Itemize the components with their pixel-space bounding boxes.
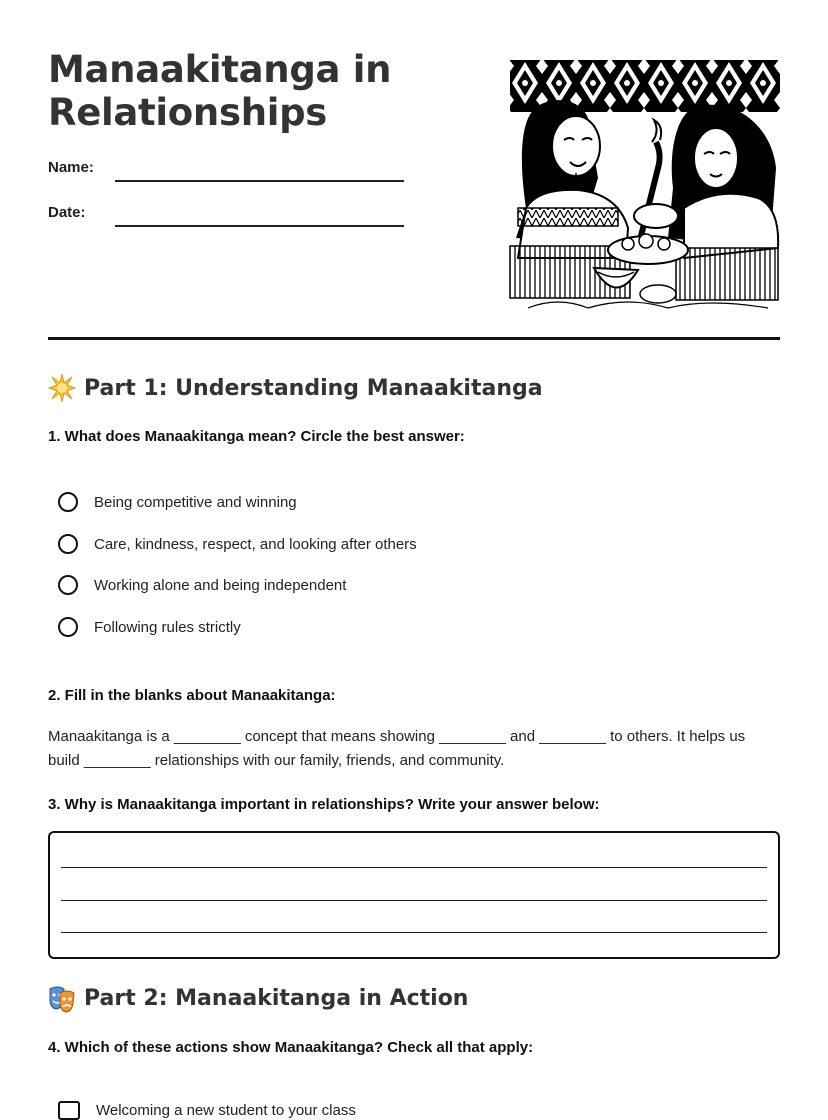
theater-masks-icon — [48, 983, 76, 1013]
fill-in-blanks-text: Manaakitanga is a ________ concept that means showing ________ and ________ to others. It helps us build ________ relationships with our family, friends, and community. — [48, 728, 746, 769]
q1-option-2-label: Care, kindness, respect, and looking after others — [94, 535, 417, 553]
part1-heading — [48, 373, 543, 403]
q1-option-4-radio[interactable] — [58, 617, 78, 637]
q1-option-4[interactable] — [58, 617, 241, 637]
question-2-prompt: 2. Fill in the blanks about Manaakitanga: — [48, 687, 336, 704]
question-3-prompt: 3. Why is Manaakitanga important in relationships? Write your answer below: — [48, 796, 600, 813]
name-field[interactable] — [115, 180, 404, 182]
q1-option-1[interactable] — [58, 492, 297, 512]
q1-option-3[interactable] — [58, 575, 346, 595]
q1-option-2-radio[interactable] — [58, 534, 78, 554]
q1-option-4-label: Following rules strictly — [94, 618, 241, 636]
answer-line-1[interactable] — [61, 867, 767, 868]
star-burst-icon — [48, 373, 76, 403]
section-divider — [48, 337, 780, 340]
worksheet-title: Manaakitanga in Relationships — [48, 48, 392, 134]
q1-option-3-radio[interactable] — [58, 575, 78, 595]
date-label: Date: — [48, 204, 86, 221]
q1-option-3-label: Working alone and being independent — [94, 576, 347, 594]
name-label: Name: — [48, 159, 94, 176]
answer-line-2[interactable] — [61, 900, 767, 901]
q1-option-1-label: Being competitive and winning — [94, 493, 297, 511]
two-people-sharing-food-illustration — [508, 58, 780, 320]
answer-box[interactable] — [48, 831, 780, 959]
part2-heading — [48, 983, 468, 1013]
question-4-prompt: 4. Which of these actions show Manaakitanga? Check all that apply: — [48, 1039, 534, 1056]
q1-option-1-radio[interactable] — [58, 492, 78, 512]
q4-option-1[interactable] — [58, 1101, 356, 1120]
q4-option-1-checkbox[interactable] — [58, 1101, 80, 1120]
q4-option-1-label: Welcoming a new student to your class — [96, 1102, 356, 1119]
part2-title: Part 2: Manaakitanga in Action — [84, 985, 469, 1011]
date-field[interactable] — [115, 225, 404, 227]
question-1-prompt: 1. What does Manaakitanga mean? Circle the best answer: — [48, 428, 465, 445]
part1-title: Part 1: Understanding Manaakitanga — [84, 375, 543, 401]
answer-line-3[interactable] — [61, 932, 767, 933]
q1-option-2[interactable] — [58, 534, 417, 554]
